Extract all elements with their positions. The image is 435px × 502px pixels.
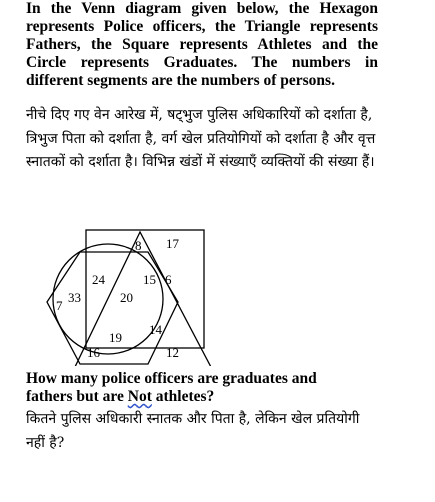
segment-19: 19 — [109, 330, 122, 345]
segment-14: 14 — [149, 322, 162, 337]
segment-16: 16 — [87, 345, 100, 360]
segment-12: 12 — [166, 345, 179, 360]
not-emphasis: Not — [127, 388, 152, 405]
question-hindi: कितने पुलिस अधिकारी स्नातक और पिता है, लेकिन खेल प्रतियोगी नहीं है? — [26, 411, 360, 451]
question-line-1: How many police officers are graduates and — [26, 370, 317, 387]
segment-33: 33 — [68, 290, 81, 305]
square-athletes — [86, 230, 204, 348]
hexagon-police — [47, 252, 178, 364]
segment-8: 8 — [135, 238, 142, 253]
segment-15: 15 — [143, 272, 156, 287]
segment-24: 24 — [92, 272, 105, 287]
question-text-end: athletes? — [151, 388, 215, 405]
question-english — [26, 370, 378, 406]
segment-7: 7 — [56, 298, 63, 313]
segment-20: 20 — [120, 290, 133, 305]
venn-diagram — [36, 226, 216, 366]
intro-hindi: नीचे दिए गए वेन आरेख में, षट्भुज पुलिस अधिकारियों को दर्शाता है, त्रिभुज पिता को दर्शाता है, वर्ग खेल प्रतियोगियों को दर्शाता है और वृत्त स्नातकों को दर्शाता है। विभिन्न खंडों में संख्याएँ व्यक्तियों की संख्या हैं। — [26, 107, 376, 170]
question-line-2 — [26, 388, 378, 406]
segment-6: 6 — [165, 272, 172, 287]
question-text: fathers but are — [26, 388, 128, 405]
intro-english: In the Venn diagram given below, the Hexagon represents Police officers, the Triangle represents Fathers, the Square represents Athletes and the Circle represents Graduates. The numbers in different segments are the numbers of persons. — [26, 0, 378, 89]
segment-17: 17 — [166, 236, 179, 251]
